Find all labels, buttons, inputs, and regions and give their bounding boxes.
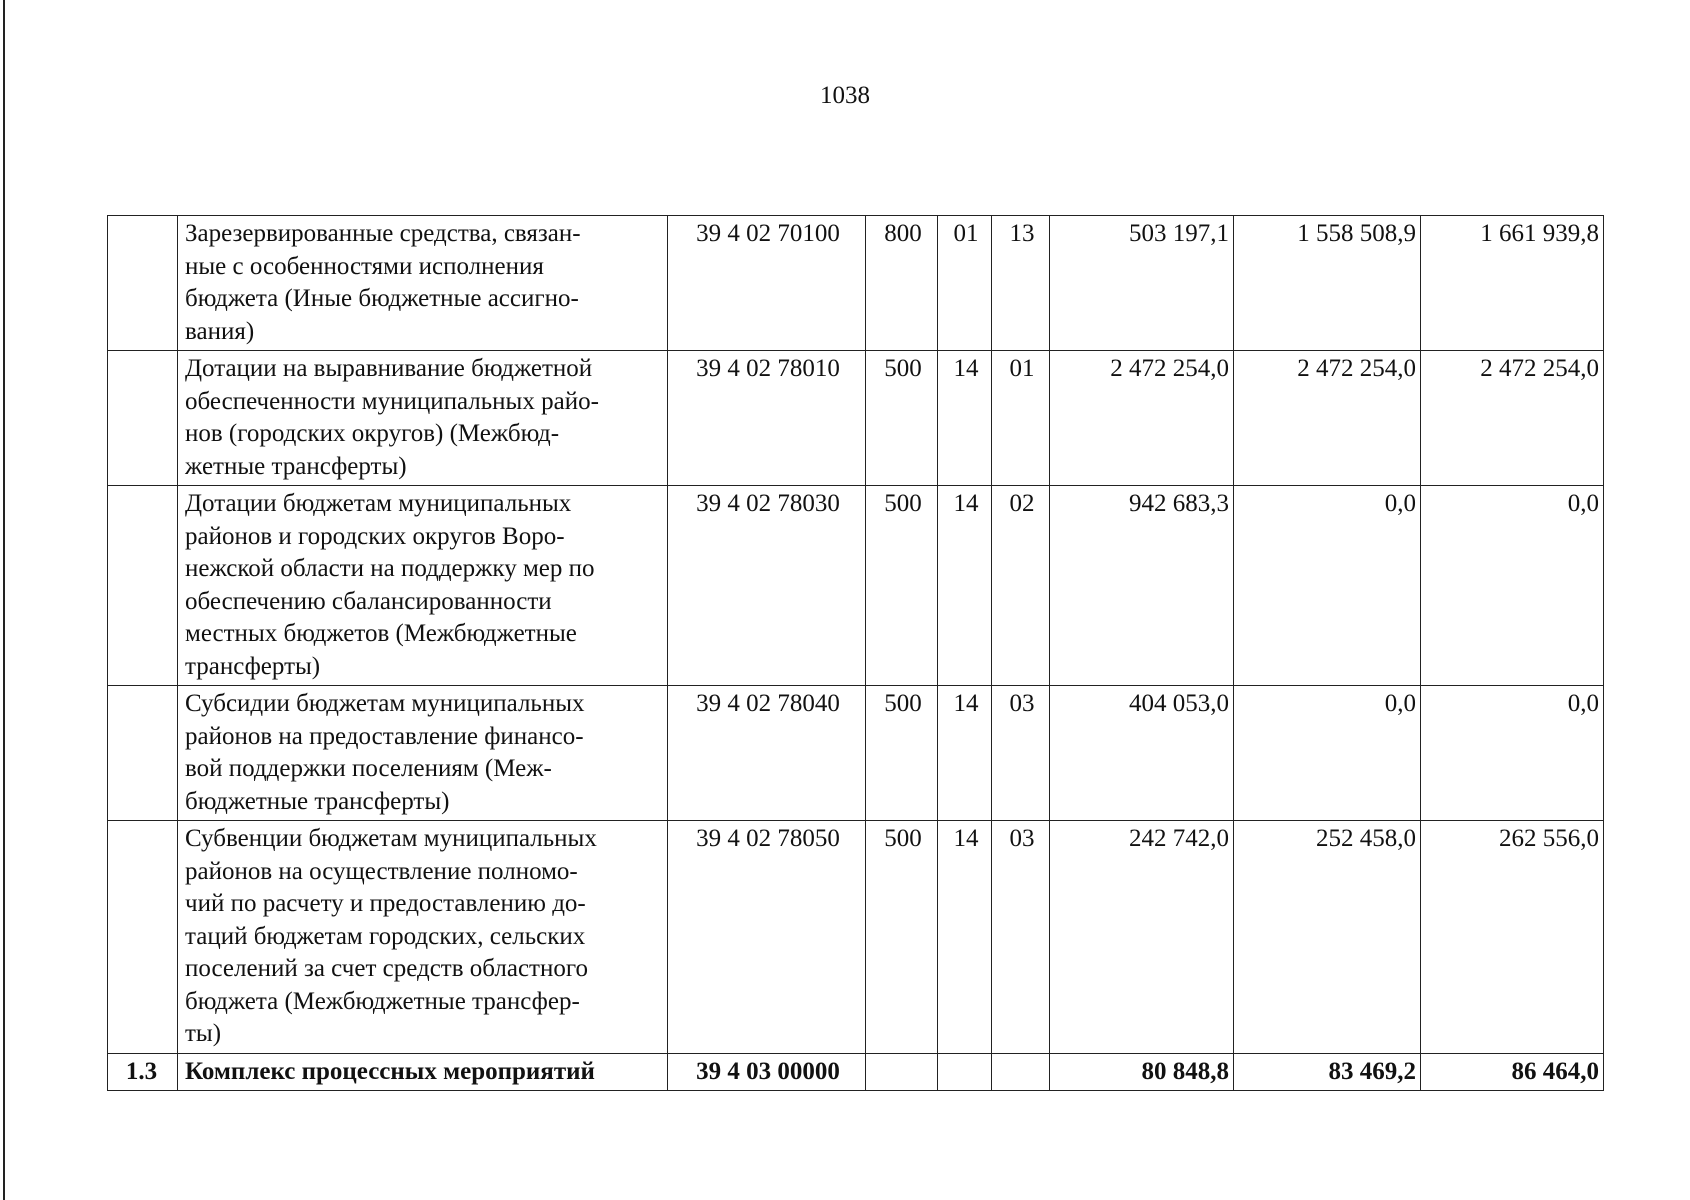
row-index xyxy=(108,216,178,351)
row-index xyxy=(108,351,178,486)
target-article-code: 39 4 02 70100 xyxy=(668,216,866,351)
subsection-code: 03 xyxy=(992,821,1050,1054)
target-article-code: 39 4 02 78040 xyxy=(668,686,866,821)
target-article-code: 39 4 02 78010 xyxy=(668,351,866,486)
row-name xyxy=(178,486,668,686)
name-line: районов на предоставление финансо- xyxy=(185,722,584,750)
name-line: таций бюджетам городских, сельских xyxy=(185,922,586,950)
budget-table xyxy=(107,215,1604,1091)
row-index xyxy=(108,486,178,686)
name-line: бюджета (Межбюджетные трансфер- xyxy=(185,987,580,1015)
section-code: 14 xyxy=(938,686,992,821)
amount-year-3: 1 661 939,8 xyxy=(1421,216,1604,351)
scan-edge-line xyxy=(3,0,5,1200)
row-name: Комплекс процессных мероприятий xyxy=(178,1053,668,1091)
name-line: вой поддержки поселениям (Меж- xyxy=(185,755,552,782)
name-line: местных бюджетов (Межбюджетные xyxy=(185,620,577,647)
name-line: Субсидии бюджетам муниципальных xyxy=(185,690,585,717)
name-line: бюджета (Иные бюджетные ассигно- xyxy=(185,285,579,312)
name-line: нов (городских округов) (Межбюд- xyxy=(185,420,560,447)
amount-year-1: 503 197,1 xyxy=(1050,216,1234,351)
name-line: вания) xyxy=(185,317,255,345)
amount-year-2: 0,0 xyxy=(1234,686,1421,821)
table-row xyxy=(108,486,1604,686)
subsection-code: 01 xyxy=(992,351,1050,486)
amount-year-3: 0,0 xyxy=(1421,686,1604,821)
section-code: 14 xyxy=(938,821,992,1054)
section-row xyxy=(108,1053,1604,1091)
row-name xyxy=(178,351,668,486)
target-article-code: 39 4 02 78050 xyxy=(668,821,866,1054)
amount-year-3: 0,0 xyxy=(1421,486,1604,686)
name-line: обеспечению сбалансированности xyxy=(185,587,552,615)
name-line: Субвенции бюджетам муниципальных xyxy=(185,825,597,852)
table-row xyxy=(108,686,1604,821)
name-line: районов и городских округов Воро- xyxy=(185,522,565,550)
page-number: 1038 xyxy=(820,82,870,109)
name-line: Дотации бюджетам муниципальных xyxy=(185,490,572,517)
target-article-code: 39 4 02 78030 xyxy=(668,486,866,686)
name-line: ные с особенностями исполнения xyxy=(185,252,544,280)
row-index: 1.3 xyxy=(108,1053,178,1091)
row-name xyxy=(178,686,668,821)
subsection-code: 02 xyxy=(992,486,1050,686)
name-line: нежской области на поддержку мер по xyxy=(185,555,595,582)
section-code: 01 xyxy=(938,216,992,351)
amount-year-2: 2 472 254,0 xyxy=(1234,351,1421,486)
expense-type-code: 800 xyxy=(866,216,938,351)
name-line: обеспеченности муниципальных райо- xyxy=(185,387,599,415)
amount-year-1: 242 742,0 xyxy=(1050,821,1234,1054)
amount-year-3: 262 556,0 xyxy=(1421,821,1604,1054)
amount-year-3: 86 464,0 xyxy=(1421,1053,1604,1091)
target-article-code: 39 4 03 00000 xyxy=(668,1053,866,1091)
table-row xyxy=(108,821,1604,1054)
table-row xyxy=(108,216,1604,351)
amount-year-1: 942 683,3 xyxy=(1050,486,1234,686)
table-body xyxy=(108,216,1604,1091)
amount-year-1: 2 472 254,0 xyxy=(1050,351,1234,486)
amount-year-3: 2 472 254,0 xyxy=(1421,351,1604,486)
amount-year-2: 83 469,2 xyxy=(1234,1053,1421,1091)
amount-year-2: 1 558 508,9 xyxy=(1234,216,1421,351)
name-line: Дотации на выравнивание бюджетной xyxy=(185,355,593,382)
name-line: Зарезервированные средства, связан- xyxy=(185,220,581,247)
amount-year-1: 404 053,0 xyxy=(1050,686,1234,821)
table-row xyxy=(108,351,1604,486)
amount-year-2: 0,0 xyxy=(1234,486,1421,686)
amount-year-1: 80 848,8 xyxy=(1050,1053,1234,1091)
section-code: 14 xyxy=(938,351,992,486)
name-line: чий по расчету и предоставлению до- xyxy=(185,890,586,917)
name-line: районов на осуществление полномо- xyxy=(185,857,578,885)
row-index xyxy=(108,686,178,821)
subsection-code: 13 xyxy=(992,216,1050,351)
expense-type-code: 500 xyxy=(866,686,938,821)
expense-type-code: 500 xyxy=(866,351,938,486)
subsection-code: 03 xyxy=(992,686,1050,821)
row-name xyxy=(178,216,668,351)
name-line: трансферты) xyxy=(185,652,321,680)
row-name xyxy=(178,821,668,1054)
name-line: ты) xyxy=(185,1020,222,1047)
row-index xyxy=(108,821,178,1054)
expense-type-code xyxy=(866,1053,938,1091)
name-line: поселений за счет средств областного xyxy=(185,955,588,982)
section-code xyxy=(938,1053,992,1091)
amount-year-2: 252 458,0 xyxy=(1234,821,1421,1054)
name-line: бюджетные трансферты) xyxy=(185,787,450,815)
expense-type-code: 500 xyxy=(866,821,938,1054)
subsection-code xyxy=(992,1053,1050,1091)
expense-type-code: 500 xyxy=(866,486,938,686)
section-code: 14 xyxy=(938,486,992,686)
name-line: жетные трансферты) xyxy=(185,452,407,480)
